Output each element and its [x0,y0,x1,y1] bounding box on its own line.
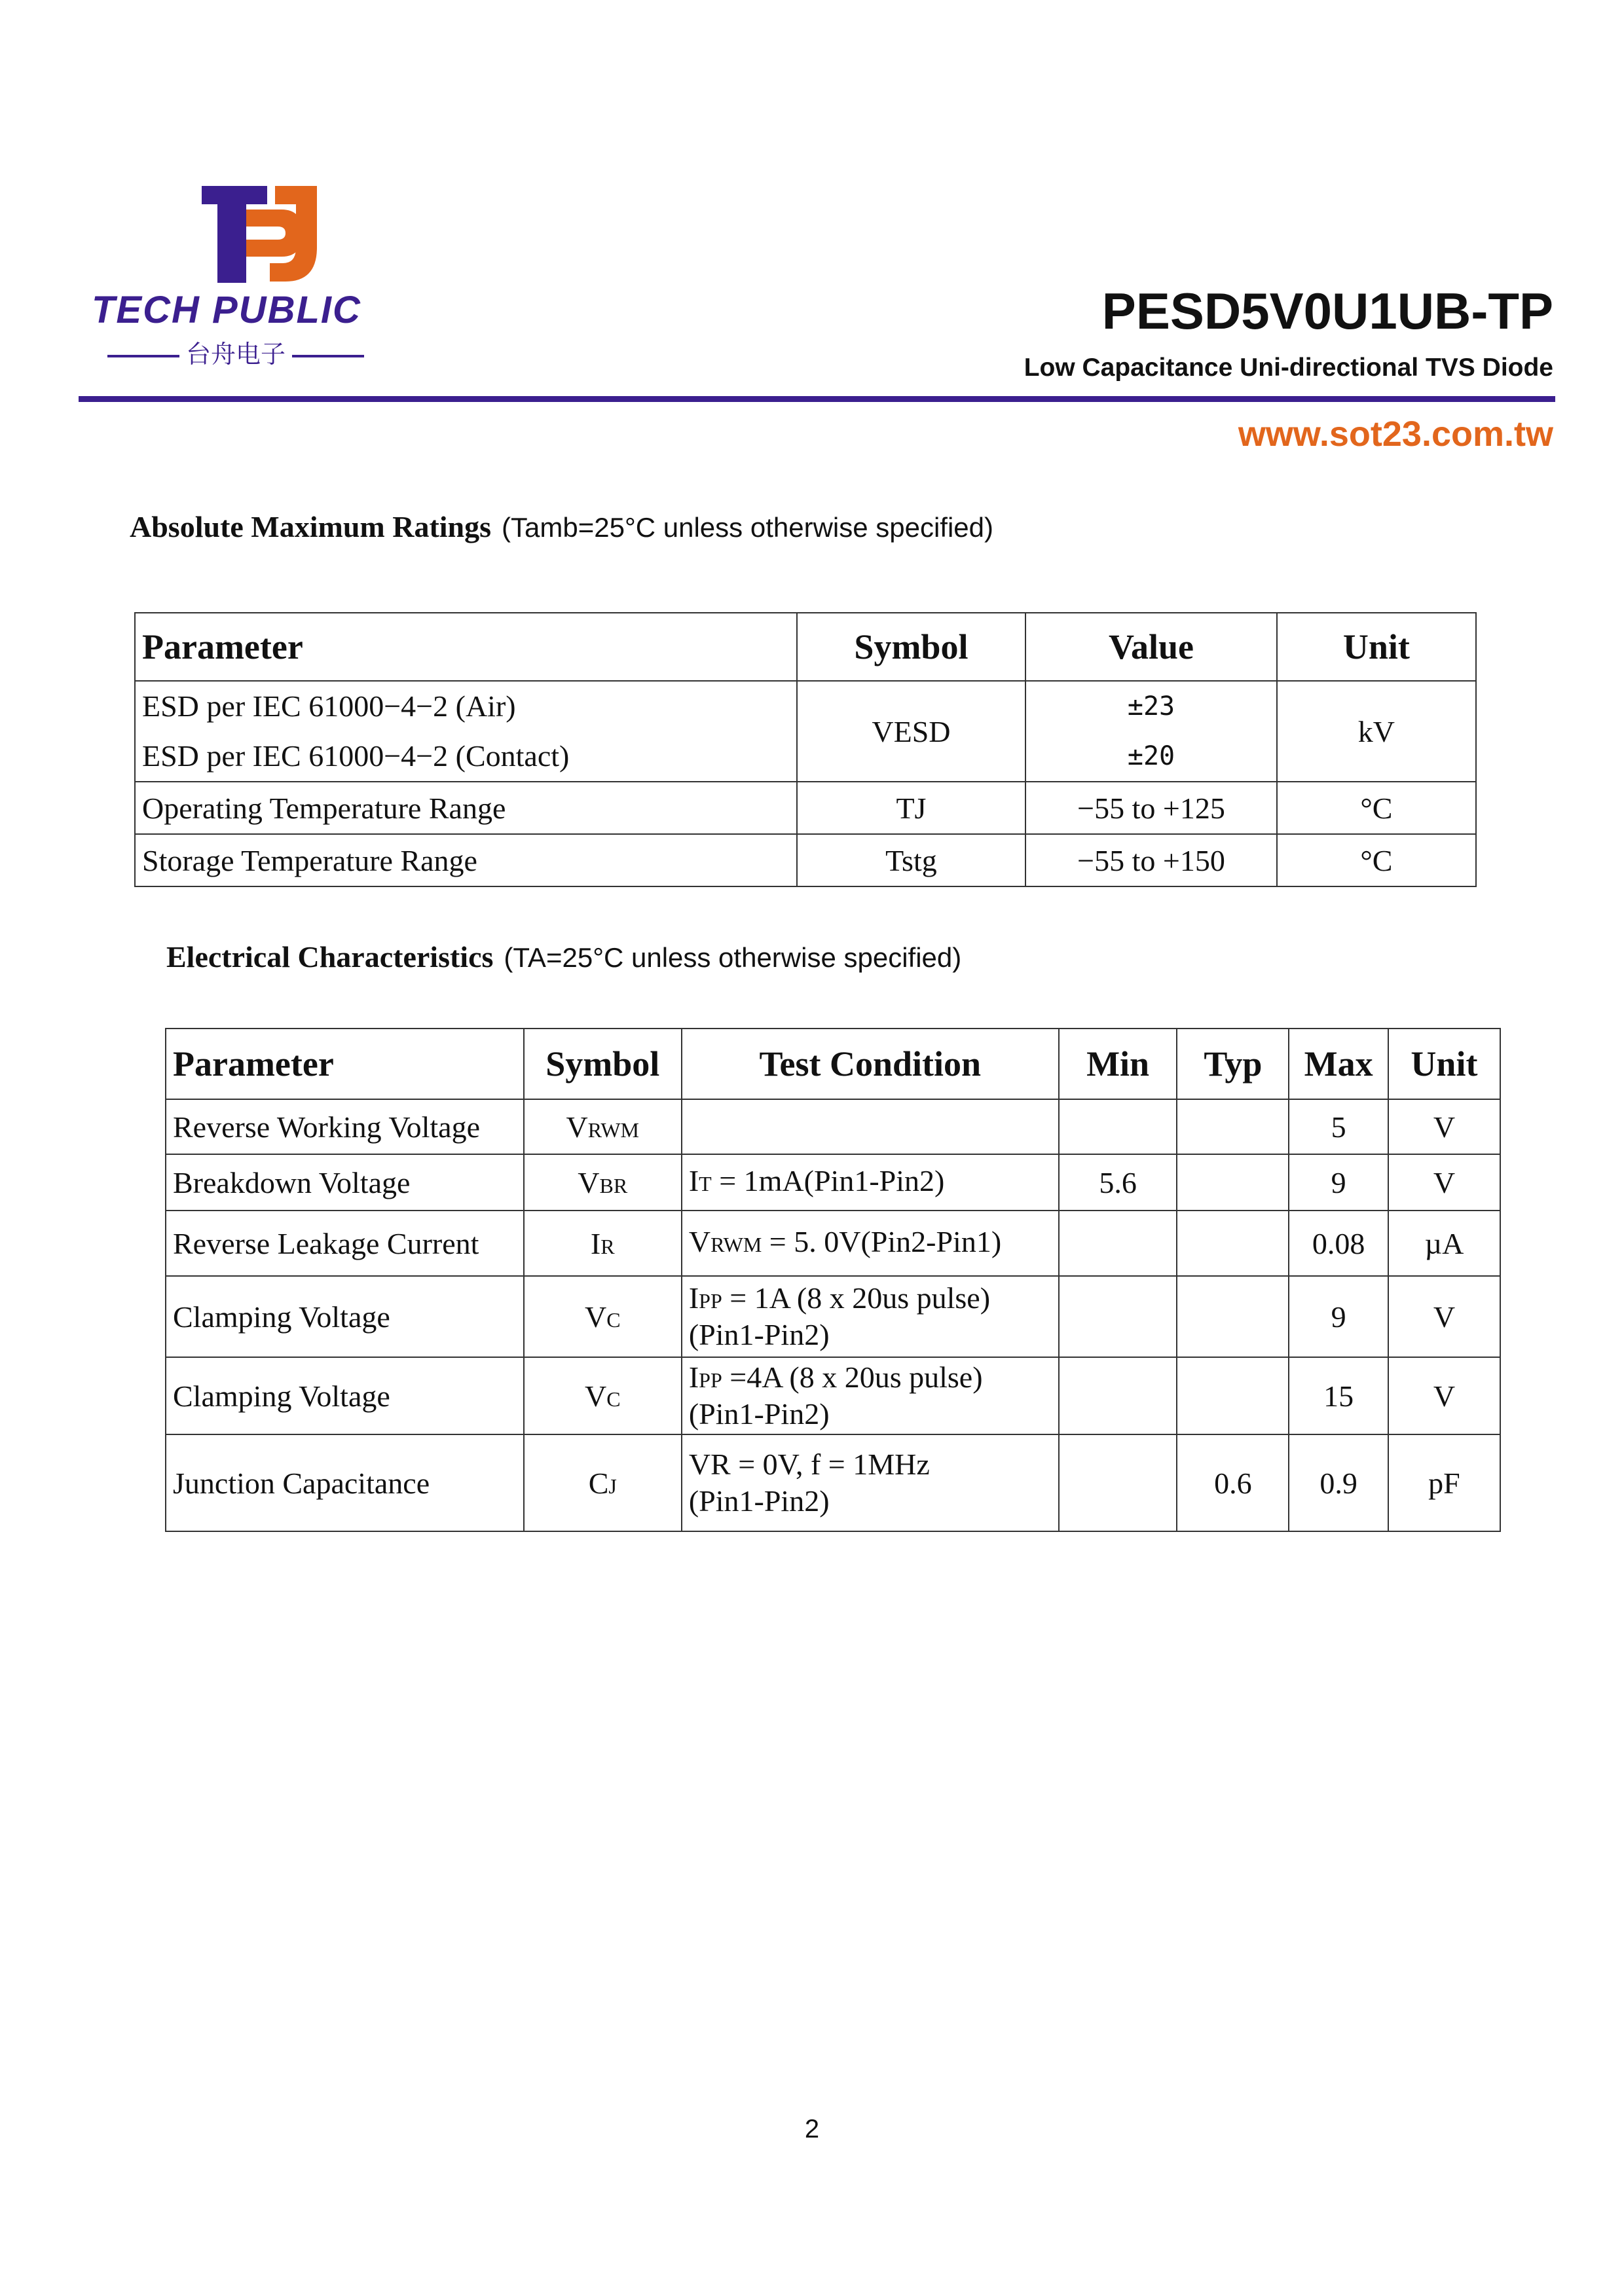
cond-main: VR = 0V, f = 1MHz [688,1448,930,1481]
symbol-main: V [584,1300,607,1334]
symbol-cell [524,1099,682,1154]
col-header-parameter: Parameter [166,1029,524,1099]
symbol-subscript: R [600,1234,615,1258]
cond-main: I [688,1360,699,1394]
test-condition-cell [682,1276,1059,1357]
table-row [135,782,1476,834]
cond-subscript: PP [699,1368,722,1392]
symbol-main: I [590,1226,601,1260]
esd-contact-value: ±20 [1127,741,1175,771]
typ-cell [1177,1357,1289,1434]
min-cell [1059,1276,1177,1357]
symbol-main: V [578,1165,600,1199]
symbol-subscript: RWM [587,1118,639,1142]
min-cell [1059,1099,1177,1154]
table-row [135,834,1476,886]
esd-contact-label: ESD per IEC 61000−4−2 (Contact) [142,739,570,773]
abs-max-table [134,612,1477,887]
cond-text: = 1mA(Pin1-Pin2) [711,1164,945,1197]
header-divider [79,396,1555,402]
esd-air-label: ESD per IEC 61000−4−2 (Air) [142,689,516,723]
table-row [166,1211,1500,1276]
website-link[interactable]: www.sot23.com.tw [1238,414,1553,454]
symbol-cell [524,1357,682,1434]
cond-subscript: RWM [710,1233,762,1256]
test-condition-cell [682,1211,1059,1276]
cond-text: =4A (8 x 20us pulse) [722,1360,983,1394]
typ-cell: 0.6 [1177,1434,1289,1531]
abs-max-title: Absolute Maximum Ratings [130,510,492,543]
param-cell [135,681,797,782]
value-cell: −55 to +150 [1025,834,1276,886]
value-cell: −55 to +125 [1025,782,1276,834]
test-condition-cell [682,1099,1059,1154]
abs-max-heading [130,509,993,544]
min-cell: 5.6 [1059,1154,1177,1211]
cond-main: V [688,1225,711,1258]
param-cell: Operating Temperature Range [135,782,797,834]
unit-cell: V [1388,1276,1500,1357]
table-row [166,1154,1500,1211]
abs-max-condition: (Tamb=25°C unless otherwise specified) [502,512,994,543]
typ-cell [1177,1154,1289,1211]
test-condition-cell [682,1357,1059,1434]
param-cell: Storage Temperature Range [135,834,797,886]
elec-char-title: Electrical Characteristics [166,940,494,974]
param-cell: Reverse Leakage Current [166,1211,524,1276]
elec-char-table [165,1028,1501,1532]
symbol-subscript: C [606,1387,621,1411]
table-header-row [166,1029,1500,1099]
unit-cell: °C [1277,834,1476,886]
param-cell: Clamping Voltage [166,1276,524,1357]
param-cell: Reverse Working Voltage [166,1099,524,1154]
symbol-cell: TJ [797,782,1026,834]
min-cell [1059,1434,1177,1531]
test-condition-cell [682,1434,1059,1531]
symbol-cell [524,1434,682,1531]
col-header-parameter: Parameter [135,613,797,681]
max-cell: 0.08 [1289,1211,1388,1276]
symbol-main: V [566,1110,588,1144]
param-cell: Junction Capacitance [166,1434,524,1531]
col-header-symbol: Symbol [797,613,1026,681]
value-cell [1025,681,1276,782]
cond-main: I [688,1281,699,1315]
elec-char-heading [166,939,961,974]
param-cell: Clamping Voltage [166,1357,524,1434]
symbol-cell: Tstg [797,834,1026,886]
typ-cell [1177,1211,1289,1276]
symbol-cell: VESD [797,681,1026,782]
symbol-main: C [588,1466,609,1500]
part-number: PESD5V0U1UB-TP [1101,282,1553,340]
symbol-cell [524,1154,682,1211]
cond-text: = 5. 0V(Pin2-Pin1) [762,1225,1002,1258]
cond-line2: (Pin1-Pin2) [688,1397,830,1430]
col-header-min: Min [1059,1029,1177,1099]
symbol-cell [524,1276,682,1357]
cond-subscript: T [699,1172,712,1195]
symbol-cell [524,1211,682,1276]
part-description: Low Capacitance Uni-directional TVS Diode [1024,354,1553,382]
cond-line2: (Pin1-Pin2) [688,1484,830,1518]
table-header-row [135,613,1476,681]
cond-subscript: PP [699,1289,722,1313]
unit-cell: pF [1388,1434,1500,1531]
col-header-value: Value [1025,613,1276,681]
max-cell: 0.9 [1289,1434,1388,1531]
min-cell [1059,1357,1177,1434]
max-cell: 9 [1289,1154,1388,1211]
max-cell: 5 [1289,1099,1388,1154]
unit-cell: kV [1277,681,1476,782]
logo-wordmark: TECH PUBLIC [92,289,361,331]
max-cell: 15 [1289,1357,1388,1434]
company-logo [92,183,380,373]
esd-air-value: ±23 [1127,691,1175,721]
cond-line2: (Pin1-Pin2) [688,1318,830,1351]
unit-cell: µA [1388,1211,1500,1276]
table-row [166,1099,1500,1154]
page-number: 2 [804,2115,820,2143]
unit-cell: V [1388,1154,1500,1211]
table-row [166,1357,1500,1434]
typ-cell [1177,1099,1289,1154]
typ-cell [1177,1276,1289,1357]
col-header-test-condition: Test Condition [682,1029,1059,1099]
symbol-subscript: C [606,1307,621,1332]
unit-cell: V [1388,1357,1500,1434]
unit-cell: °C [1277,782,1476,834]
cond-main: I [688,1164,699,1197]
col-header-typ: Typ [1177,1029,1289,1099]
table-row [135,681,1476,782]
test-condition-cell [682,1154,1059,1211]
symbol-main: V [584,1379,607,1413]
symbol-subscript: BR [599,1173,628,1197]
table-row [166,1434,1500,1531]
col-header-symbol: Symbol [524,1029,682,1099]
elec-char-condition: (TA=25°C unless otherwise specified) [504,942,962,973]
col-header-unit: Unit [1277,613,1476,681]
unit-cell: V [1388,1099,1500,1154]
col-header-max: Max [1289,1029,1388,1099]
cond-text: = 1A (8 x 20us pulse) [722,1281,991,1315]
param-cell: Breakdown Voltage [166,1154,524,1211]
logo-subtext: 台舟电子 [92,334,380,370]
elec-char-body [166,1099,1500,1531]
tp-logo-icon [92,183,380,288]
symbol-subscript: J [608,1474,617,1498]
col-header-unit: Unit [1388,1029,1500,1099]
max-cell: 9 [1289,1276,1388,1357]
min-cell [1059,1211,1177,1276]
table-row [166,1276,1500,1357]
